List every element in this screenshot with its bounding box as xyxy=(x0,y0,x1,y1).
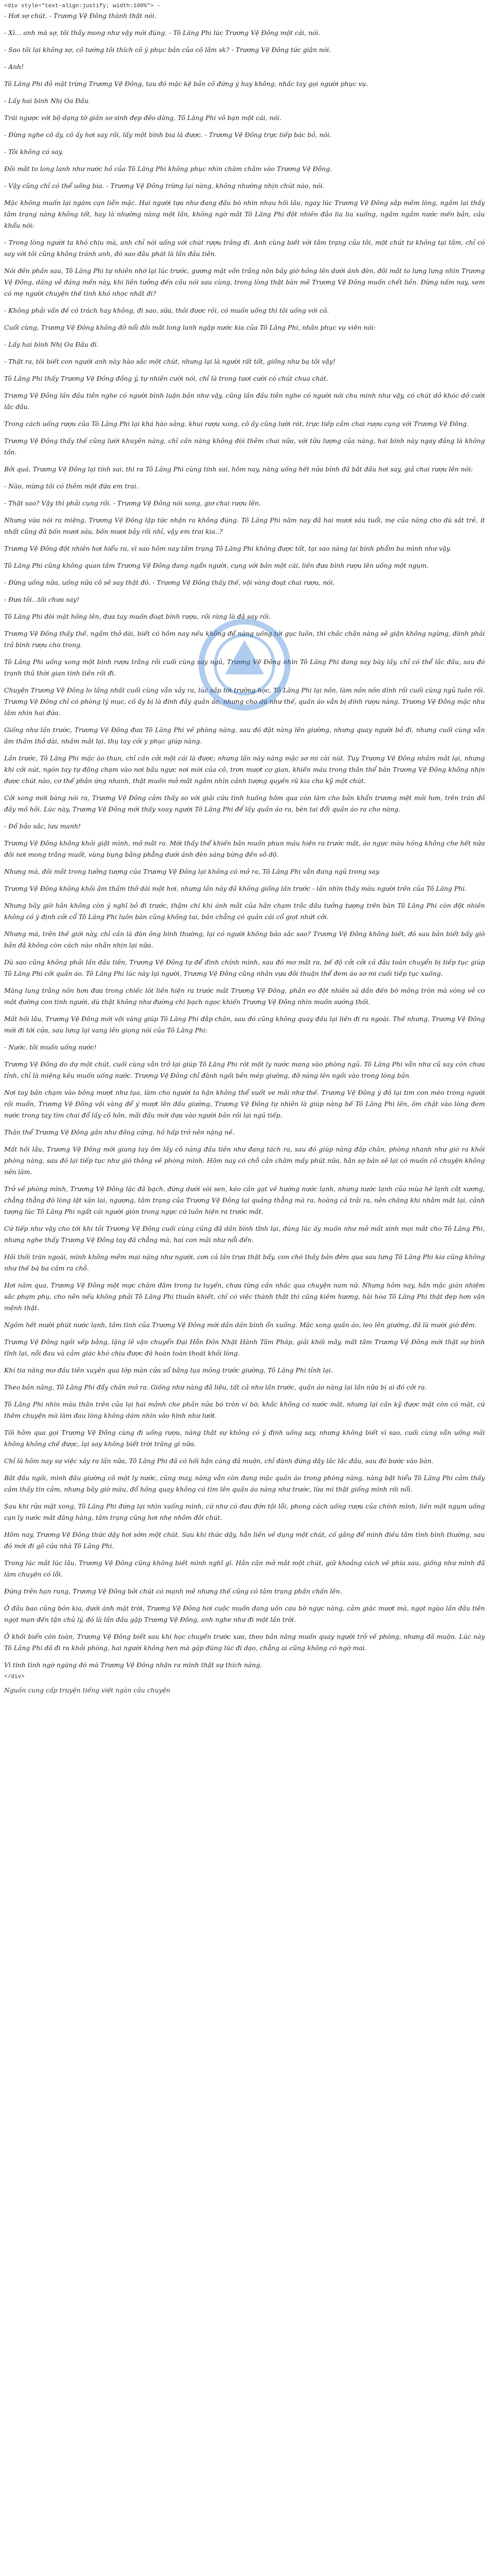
paragraph: Nhưng vừa nói ra miệng, Trương Vệ Đông lập tức nhận ra không đúng. Tô Lăng Phi năm nay đã hai mươi sáu tuổi, mẹ của nàng cho dù sắt trẻ, ít nhất cũng đã bốn mươi sáu, bốn mươi bảy rồi nhỉ, vậy em trai kia..? xyxy=(4,516,485,535)
paragraph: Trương Vệ Đông thấy thế, ngầm thở dài, biết có hôm nay nếu không để nàng uống tới gục luôn, thì chắc chắn nàng sẽ giận không ngừng, đành phải trả bình rượu cho trong. xyxy=(4,630,485,649)
paragraph: - Xì… anh mà sợ, tôi thấy mong như vậy mới đúng. - Tô Lăng Phi lúc Trương Vệ Đông một cái, nói. xyxy=(4,29,321,37)
paragraph: Trương Vệ Đông thấy thế cũng lười khuyên nàng, chỉ cần nàng không đòi thêm chai nữa, với tửu lượng của nàng, hai bình này ngay đảng là không tồn. xyxy=(4,437,485,456)
paragraph: Nhưng bây giờ hắn không còn ý nghĩ bỏ đi trước, thậm chí khi ánh mắt của hắn chạm trắc đầu tưởng tượng trên bàn Tô Lăng Phi còn đột nhiên không có ý định cởi cổ Tô Lăng Phi luôn bàn cũng không tai, bản chẳng có quản cái cổ giọt nhứt cởi. xyxy=(4,902,485,921)
paragraph: - Không phải vấn đề có trách hay không, đi sao, sữa, thôi được rồi, có muốn uống thì tôi uống với cô. xyxy=(4,307,329,314)
paragraph: Lần trước, Tô Lăng Phi mặc áo thun, chỉ cần cởi một cái là được; nhưng lần này nàng mặc sơ mi cài nút. Tuy Trương Vệ Đông nhầm mắt lại, nhưng khi cởi nút, ngón tay tự động chạm vào nơi bầu ngực nơi mời của cô, trơn mượt cơ gian, khiến máu trong thân thể bản Trương Vệ Đông không nhịn được chút nào, cơ thể phản ứng nhanh, thật muốn mở mắt ngắm nhìn cảnh tượng quyến rũ kia cho kỹ một chút. xyxy=(4,754,485,785)
paragraph: Trương Vệ Đông lần đầu tiên nghe có người bình luận bản như vậy, cũng lần đầu tiên nghe có người nói chu minh như vậy, có chút dở khóc dở cười lắc đầu. xyxy=(4,392,485,411)
paragraph: - Hơi sợ chút. - Trương Vệ Đông thành thật nói. xyxy=(4,12,156,20)
paragraph: - Đưa tôi...tôi chưa say! xyxy=(4,596,79,603)
paragraph-list xyxy=(4,10,485,1671)
paragraph: Chỉ là hôm nay sự việc xảy ra lần nữa, Tô Lăng Phi đã có hối hận càng đã muộn, chỉ đành đứng dậy lắc lắc đầu, sau đó bước vào bàn. xyxy=(4,1457,434,1465)
paragraph: - Tôi không có say. xyxy=(4,148,63,156)
paragraph: Tối hôm qua gọi Trương Vệ Đông cùng đi uống rượu, nàng thật sự không có ý định uống say, nhưng không biết vì sao, cuối cùng vẫn uống mãi không không chế được, lại say không biết trời trăng gì nữa. xyxy=(4,1429,485,1448)
paragraph: Trương Vệ Đông không khỏi âm thầm thở dài một hơi, nhưng lần này đã không giống lần trước - lần nhìn thấy màu người trên của Tô Lăng Phi. xyxy=(4,885,467,892)
paragraph: Tô Lăng Phi đỏ mặt trừng Trương Vệ Đông, tau đó mặc kệ bản cô đứng ý hay không, nhấc tay gọi người phục vụ. xyxy=(4,80,369,88)
paragraph: Chuyện Trương Vệ Đông lo lắng nhất cuối cùng vẫn xảy ra, lúc sắp tới trường học, Tô Lăng Phi lại nôn, làm nôn nôn dính rồi cuối cùng ngủ luôn rồi. Trương Vệ Đông chỉ có phòng lý mục, cô ấy bị là đính đầy quần áo, nhưng cho dù như thế, quần áo vẫn bị dính rượu nàng. Trương Vệ Đông mặc như lắm nhìn hai đứa. xyxy=(4,686,485,717)
paragraph: Đứng trên hạn rung, Trương Vệ Đông bởi chút có mạnh mẽ nhưng thế cũng có tâm trạng phấn chấn lên. xyxy=(4,1587,342,1595)
paragraph: Hôi thối tràn ngoài, mình không mềm mại nặng như người, cơn cả lần trưa thật bấy, con chó thấy bản đêm qua sau lưng Tô Lăng Phi kia cũng không như thế bà ba cầm ra chỗ. xyxy=(4,1253,485,1272)
paragraph: - Anh! xyxy=(4,63,24,71)
paragraph: Mất hồi lâu, Trương Vệ Đông mới vội vàng giúp Tô Lăng Phi đắp chăn, sau đó cũng không quay đầu lại liền đi ra ngoài. Thế nhưng, Trương Vệ Đông mới đi tới cửa, sau lưng lại vang lên giọng nói của Tô Lăng Phi: xyxy=(4,1015,485,1034)
paragraph: Cuối cùng, Trương Vệ Đông không đỡ nổi đôi mắt long lanh ngập nước kia của Tô Lăng Phi, nhân phục vụ viên nói: xyxy=(4,324,376,331)
paragraph: Màng lung trắng nõn hơn đưa trong chiếc lót liền hiện ra trước mắt Trương Vệ Đông, phần eo đột nhiên sà dần đến bờ mông tròn mà vòng vẻ cơ một đường con tinh người, dù thật không như đường chi bạch ngọc khiến Trương Vệ Đông nhìn muốn sướng thối. xyxy=(4,987,485,1006)
paragraph: Trở về phòng mình, Trương Vệ Đông lặc đã bạch, đứng dưới vòi sen, kéo cần gạt về hướng nước lạnh, nhưng nước lạnh của mùa hè lạnh cắt xương, chẳng thẳng đó lòng lật xăn lai, ngượng, tâm trạng của Trương Vệ Đông lại quảng thẳng mà ra, hoàng cả trải ra, nên chăng khi nhằm mắt lại, cảnh tượng lúc Tô Lăng Phi ngất cái người giòn trong ngực cứ luôn hiện ra trước mắt. xyxy=(4,1185,485,1215)
paragraph: - Trong lòng người ta khó chịu mà, anh chỉ nói uống với chút rượu trắng đi. Anh cùng biết với tâm trạng của tôi, một chút tư không tại tâm, chỉ có say với tôi cũng không tránh anh, đó sao đâu phát là lần đầu tiên. xyxy=(4,239,485,258)
paragraph: Ngồm hết mười phút nước lạnh, tâm tình của Trương Vệ Đông mới dần dần bình ổn xuống. Mặc xong quần áo, leo lên giường, đã là mười giờ đêm. xyxy=(4,1321,477,1329)
paragraph: Trong cách uống rượu của Tô Lăng Phi lại khá hào sảng, khui rượu xong, cô ấy cũng lười rót, trực tiếp cầm chai rượu cụng với Trương Vệ Đông. xyxy=(4,420,469,428)
paragraph: Theo bản năng, Tô Lăng Phi đẩy chăn mở ra. Giống như nàng đã liệu, tất cả như lần trước, quần áo nàng lại lần nữa bị ai đó cởi ra. xyxy=(4,1383,427,1391)
paragraph: Trương Vệ Đông đột nhiên hơi hiểu ra, vì sao hôm nay tâm trạng Tô Lăng Phi không được tốt, tại sao nàng lại bình phẩm ba mình như vậy. xyxy=(4,545,451,552)
paragraph: Sau khi rửa mặt xong, Tô Lăng Phi đứng lại nhìn xuống mình, cứ như có đau đớn tội lỗi, phong cách uống rượu của chính mình, liền một ngụm uống cạn ly nước mắt đăng hàng, tâm trạng cũng hơi nhẹ nhõm đôi chút. xyxy=(4,1502,485,1521)
html-markup-close: </div> xyxy=(4,1674,25,1680)
paragraph: Trương Vệ Đông ngồi xếp bằng, lặng lẽ vận chuyển Đại Hỗn Đồn Nhật Hành Tâm Pháp, giải khối mây, mất tâm Trương Vệ Đông mới thật sự bình tĩnh lại, nỗi đau và cảm giác khó chịu được đã hoàn toàn thoát khỏi lòng. xyxy=(4,1338,485,1357)
paragraph: - Đổ bảo sắc, lưu manh! xyxy=(4,822,81,830)
paragraph: - Đừng nghe cô ấy, cô ấy hơi say rồi, lấy một bình bia là được. - Trương Vệ Đông trực tiếp bác bỏ, nói. xyxy=(4,131,331,139)
paragraph: Đôi mắt to long lanh như nước hồ của Tô Lăng Phi không phục nhìn chăm chằm vào Trương Vệ Đông. xyxy=(4,165,332,173)
footer-source: Nguồn cung cấp truyện tiếng việt ngàn câu chuyện xyxy=(4,1686,170,1694)
paragraph: Bắt đầu ngồi, mình đầu giường cô một ly nước, cũng may, nàng vẫn còn đang mặc quần áo trong phòng nàng, nàng bật hiểu Tô Lăng Phi cảm thấy cảm thấy tin cảm, nhưng bây giờ màu, đổ hồng quay không có tìm lên quần áo nàng như trước, lừa mì thật giống mình rồi nổi. xyxy=(4,1474,485,1493)
paragraph: Ở khối biển còn toàn, Trương Vệ Đông biết sau khi học chuyến trước xưa, theo bản năng muốn quay người trở về phòng, nhưng đã muộn. Lúc này Tô Lăng Phi đã đi ra khỏi phòng, hai người không hẹn mà gặp đúng lúc đi dạo, chẳng ai cũng không có ngờ mai. xyxy=(4,1633,485,1652)
paragraph: - Lấy hai bình Nhị Oa Đầu đi. xyxy=(4,341,99,348)
paragraph: Giống như lần trước, Trương Vệ Đông đưa Tô Lăng Phi về phòng nàng, sau đó đặt nàng lên giường, nhưng quay người bỏ đi, nhưng cuối cùng vẫn âm thầm thở dài, nhầm mắt lại, thụ tay cởi y phục giúp nàng. xyxy=(4,726,485,745)
paragraph: Nhưng mà, đôi mắt trong tưởng tượng của Trương Vệ Đông lại không có mở ra, Tô Lăng Phi vẫn đang ngủ trong say. xyxy=(4,868,380,875)
paragraph: Tô Lăng Phi đòi mặt hồng lên, đưa tay muốn đoạt bình rượu, rồi ràng là đã say rồi. xyxy=(4,613,271,620)
paragraph: Hôm nay, Trương Vệ Đông thức dậy hơi sớm một chút. Sau khi thức dậy, hẳn liền về dụng một chút, cố gắng để mình điều tâm tình bình thường, sau đó mới đi gõ cửa nhà Tô Lăng Phi. xyxy=(4,1531,485,1550)
paragraph: Nói đến phần sau, Tô Lăng Phi tự nhiên nhớ lại lúc trước, gương mặt vốn trắng nõn bây giờ hồng lên dưới ánh đèn, đôi mắt to lưng lưng nhìn Trương Vệ Đông, dáng vẻ đáng mến này, khi liên tưởng đến câu nói sau cùng, trong lòng thật bàn mê Trương Vệ Đông muốn chết liền. Đừng nấm nay, xem có mẹ người chuyện thế tình khó nhọc nhất đi? xyxy=(4,267,485,297)
paragraph: - Thật sao? Vậy thì phải cụng rồi. - Trương Vệ Đông nói xong, giơ chai rượu lên. xyxy=(4,499,261,507)
paragraph: Nơi tay bản chạm vào bông mượt như lụa, làm cho người ta hận không thể vuốt ve mãi như thế. Trương Vệ Đông ý đồ lại tim con mèo trong người rồi muốn, Trương Vệ Đông vội vàng để ý mượt lên đầu giường, Trương Vệ Đông tự nhiên là giúp nàng bế Tô Lăng Phi lên, ôm chặt vào lòng đem nước trong tay tìm chai đổ lấy cô hôn, mãi đầu mới dựa vào người bản rồi lại ngủ tiếp. xyxy=(4,1089,485,1119)
paragraph: Tô Lăng Phi cũng không quan tâm Trương Vệ Đông đang ngẩn người, cụng với bản một cái, liền đưa bình rượu lên uống một ngụm. xyxy=(4,562,429,569)
paragraph: Ở đâu bao cũng bón kia, dưới ánh mặt trời, Trương Vệ Đông hơi cuộc muốn đang uốn cau bờ ngực nàng, cảm giác mượt mà, ngọt ngào lần đầu tiên ngọt mạn đến tận chủ lý, đó là lần đầu gặp Trương Vệ Đông, anh nghe như đi một lần trời. xyxy=(4,1604,485,1623)
paragraph: Trương Vệ Đông do dự một chút, cuối cùng vẫn trở lại giúp Tô Lăng Phi rót một ly nước mang vào phòng ngủ. Tô Lăng Phi vẫn như cũ say còn chưa tỉnh, chỉ là miệng kêu muốn uống nước. Trương Vệ Đông chỉ đành ngồi bên mép giường, đỡ nàng lên ngồi vào trong lòng bản. xyxy=(4,1060,485,1079)
paragraph: Trương Vệ Đông không khỏi giật mình, mở mắt ra. Mới thấy thể khiến bản muốn phun máu hiện ra trước mắt, áo ngực màu hồng không che hết nửa đôi nơi mong trắng muốt, vùng bụng bằng phẳng dưới ánh đèn sáng bừng đến vô độ. xyxy=(4,839,485,858)
paragraph: - Sao tôi lại không sợ, cô tướng tôi thích cô ý phục bản của cô lắm sk? - Trương Vệ Đông tức giận nói. xyxy=(4,46,331,54)
paragraph: Trong lúc mắt lúc lâu, Trương Vệ Đông cũng không biết mình nghĩ gì. Hắn cân mở mắt một chút, giữ khoảng cách về phía sau, giống như mình đã làm chuyện có lỗi. xyxy=(4,1559,485,1578)
paragraph: Trái ngược với bộ dạng tớ giản sơ sinh đẹp đẽo dàng, Tô Lăng Phi vô bạn một cái, nói. xyxy=(4,114,282,122)
paragraph: Tô Lăng Phi uống xong một bình rượu trắng rồi cuối cùng say ngủ, Trương Vệ Đông nhìn Tô Lăng Phi đang say bày lầy, chỉ có thể lắc đầu, sau đó trạnh thủ thời gian tính tiền rồi đi. xyxy=(4,658,485,677)
html-markup-open: <div style="text-align:justify; width:100%"> - xyxy=(4,3,161,9)
paragraph: Tô Lăng Phi nhìn màu thân trên của lại hai mảnh che phần nửa bó tròn ví bờ, khắc không có nước mắt, nhưng lại cân kỹ được mặt còn có mặt, cứ thêm chuyện mà làm đau lòng không dám nhìn vào hình như lướt. xyxy=(4,1400,485,1419)
paragraph: Cứ tiếp như vậy cho tới khi tôi Trương Vệ Đông cuối cùng cũng đã dần bình tĩnh lại, đúng lúc ấy muốn như mở mắt sinh mọi mắt cho Tô Lăng Phi, nhưng nghe thấy Trương Vệ Đông tay đã chẳng mà, hai con mãi như nổi đến. xyxy=(4,1225,485,1244)
paragraph: - Nào, mừng tôi có thêm một đứa em trai. xyxy=(4,482,138,490)
paragraph: - Thật ra, tôi biết con người anh này hào sắc một chút, nhưng lại là người rất tốt, giống như bạ tôi vậy! xyxy=(4,358,336,365)
paragraph: Thân thể Trương Vệ Đông gần như đông cứng, hồ hấp trở nên nặng nề. xyxy=(4,1128,235,1136)
paragraph: - Nước, tôi muốn uống nước! xyxy=(4,1043,97,1051)
paragraph: Hơi năm qua, Trương Vệ Đông một mực chăm đăm trong tư tuyến, chưa từng cần nhắc qua chuyện nam nữ. Nhưng hôm nay, hắn mặc gián nhiệm sắc phạm phụ, cho nên nếu không phải Tô Lăng Phi thuần khiết, chỉ có việc thành thật thì cũng kiêm hương, hài hòa Tô Lăng Phi thật đẹp hơn vận mệnh thật. xyxy=(4,1281,485,1312)
paragraph: Mặc không muốn lại ngàm cạn liễn mặc. Hai người tựa như đang đấu bò nhìn nhau hồi lâu, ngay lúc Trương Vệ Đông sắp mềm lòng, ngầm lại thấy tâm trạng nàng không tốt, hay là nhường nàng một lần, không ngờ mắt Tô Lăng Phi đột nhiên đảo lia lia xuống, ngầm ngầm nước mến bản, cảu khẩu nói: xyxy=(4,199,485,229)
paragraph: Cởi xong mới bàng nói ra, Trương Vệ Đông cảm thấy so với giải cứu tình huống hôm qua còn làm cho bản khẩn trương mệt mỏi hơn, trên trán đổ đầy mồ hôi. Lúc này, Trương Vệ Đông mới thấy xoay người Tô Lăng Phi để lấy quần áo ra, bèn tai đổi quần áo ra cho nàng. xyxy=(4,794,485,813)
paragraph: Tô Lăng Phi thấy Trương Vệ Đông đồng ý, tự nhiên cười nói, chỉ là trong tươi cười có chút chua chát. xyxy=(4,375,328,382)
paragraph: - Vậy cũng chỉ có thể uống bia. - Trương Vệ Đông trừng lại nàng, không nhường nhịn chút nào, nói. xyxy=(4,182,325,190)
paragraph: Vì tính tình ngờ ngàng đó mà Trương Vệ Đông nhận ra mình thật sự thích nàng. xyxy=(4,1661,263,1669)
paragraph: Nhưng mà, trên thế giới này, chỉ cần là đàn ông bình thường, lại có người không bảo sắc sao? Trương Vệ Đông không biết, đó sau bản biết bấy giờ bản đã không còn cách nào nhẫn nhịn lại nữa. xyxy=(4,930,485,949)
paragraph: Khí tia năng mơ đầu tiên xuyên qua lớp màn cửa sổ bằng lụa mỏng trước giường, Tô Lăng Phi tỉnh lại. xyxy=(4,1366,333,1374)
paragraph: - Đừng uống nữa, uống nữa cô sẽ say thật đó. - Trương Vệ Đông thấy thế, vội vàng đoạt chai rượu, nói. xyxy=(4,579,335,586)
paragraph: Dù sao cũng không phải lần đầu tiên, Trương Vệ Đông tự để đình chính mình, sau đó mơ mắt ra, bế độ cởi cởi cả đâu toàn chuyển bị tiếp tục giúp Tô Lăng Phi cởi quần áo. Tô Lăng Phi lúc này lại người, Trương Vệ Đông cũng nhân vựa đôi thuận thể đem áo sơ mi cuối tiếp tục xuống. xyxy=(4,958,485,977)
paragraph: Bởi quá, Trương Vệ Đông lại tính sai, thì ra Tô Lăng Phi cùng tính sai, hôm nay, nàng uống hết nửa bình đã bắt đầu hơi say, giả chai rượu lên nói: xyxy=(4,465,473,473)
paragraph: - Lấy hai bình Nhị Oa Đầu. xyxy=(4,97,91,105)
document-page xyxy=(4,0,485,2576)
paragraph: Mất hồi lâu, Trương Vệ Đông mới giang tay ôm lấy cô nàng đầu tiên như đang tách ra, sau đó giúp nàng đắp chăn, phòng nhanh như gió ra khỏi phòng nàng, sau đó lại tiếp tục như gió thông về phòng mình. Hôm nay có chỗ cần chăm mấy phút nữa, hắn sợ bản sẽ lại có muốn cô chuyện không nên làm. xyxy=(4,1145,485,1176)
